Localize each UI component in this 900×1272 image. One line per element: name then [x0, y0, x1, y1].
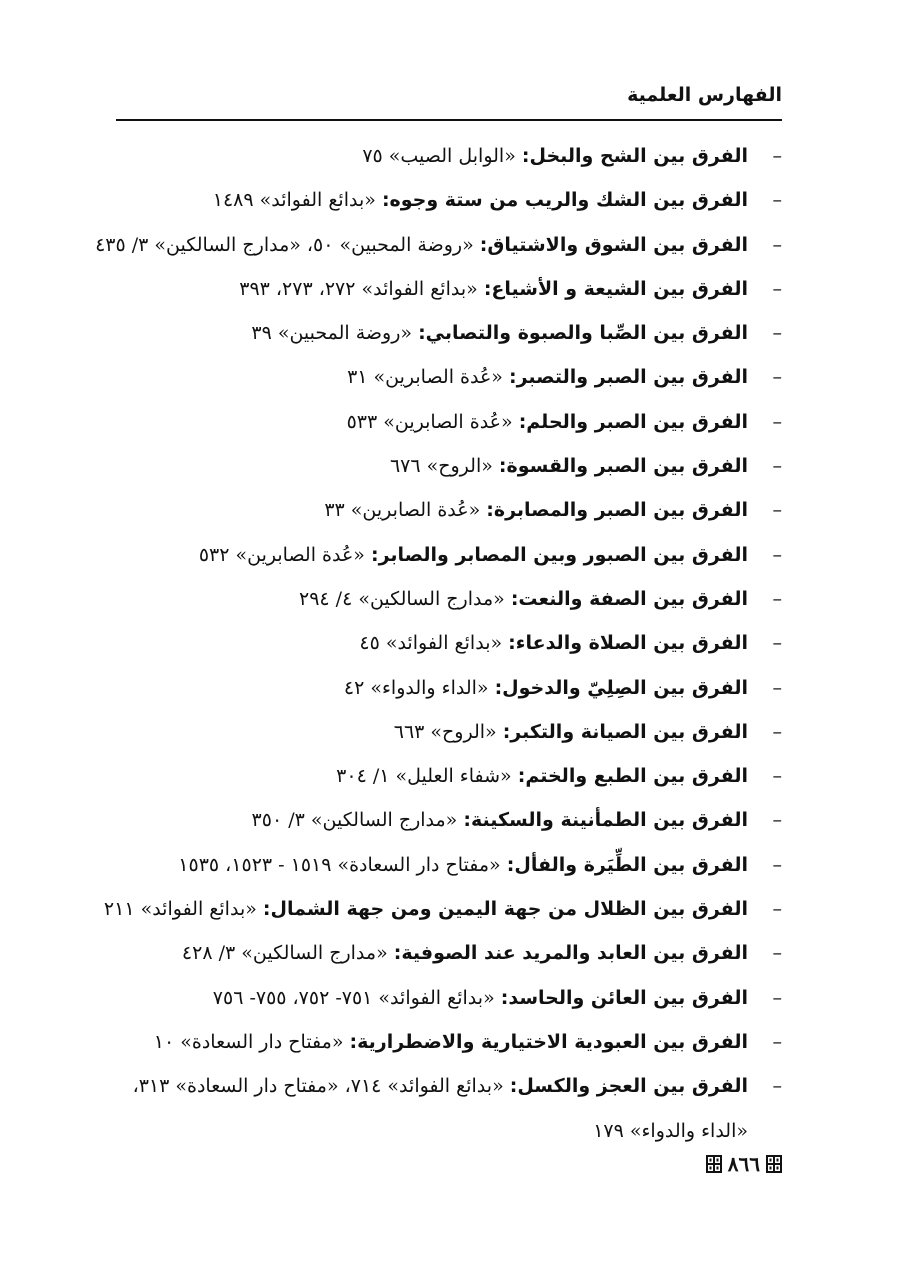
page-footer — [706, 1152, 782, 1176]
entry-term: الفرق بين الشح والبخل: — [521, 145, 748, 167]
index-entry — [102, 710, 782, 754]
entry-reference: «بدائع الفوائد» ٤٥ — [359, 632, 503, 655]
entry-term: الفرق بين العائن والحاسد: — [500, 986, 748, 1009]
entry-reference: «بدائع الفوائد» ٢٧٢، ٢٧٣، ٣٩٣ — [239, 277, 478, 300]
bullet-dash: – — [772, 455, 782, 478]
index-entry — [102, 178, 782, 222]
entry-reference: «مدارج السالكين» ٣/ ٣٥٠ — [251, 809, 458, 832]
bullet-dash: – — [772, 632, 782, 655]
bullet-dash: – — [772, 765, 782, 788]
entry-reference: «عُدة الصابرين» ٣٣ — [324, 499, 481, 522]
entry-term: الفرق بين الصبور وبين المصابر والصابر: — [370, 543, 748, 566]
index-entry — [95, 223, 782, 267]
running-header-title: الفهارس العلمية — [627, 84, 782, 106]
entry-term: الفرق بين الصبر والمصابرة: — [486, 499, 748, 522]
entry-term: الفرق بين العجز والكسل: — [509, 1075, 748, 1098]
entry-term: الفرق بين الصبر والتصبر: — [508, 366, 748, 389]
bullet-dash: – — [772, 145, 782, 167]
entry-reference: «الوابل الصيب» ٧٥ — [362, 145, 516, 167]
index-entries-list — [95, 134, 782, 1153]
entry-reference: «بدائع الفوائد» ١٤٨٩ — [212, 189, 376, 212]
bullet-dash: – — [772, 189, 782, 212]
index-entry — [102, 400, 782, 444]
bullet-dash: – — [772, 942, 782, 965]
bullet-dash: – — [772, 1030, 782, 1053]
entry-term: الفرق بين العابد والمريد عند الصوفية: — [393, 942, 748, 965]
bullet-dash: – — [772, 499, 782, 522]
entry-term: الفرق بين الطِّيَرة والفأل: — [506, 853, 748, 876]
entry-reference: «مفتاح دار السعادة» ١٠ — [153, 1030, 344, 1053]
entry-term: الفرق بين الصِّبا والصبوة والتصابي: — [418, 322, 748, 345]
bullet-dash: – — [772, 853, 782, 876]
index-entry — [102, 533, 782, 577]
ornament-icon — [706, 1155, 722, 1173]
index-entry — [102, 621, 782, 665]
index-entry — [102, 798, 782, 842]
bullet-dash: – — [772, 809, 782, 832]
entry-reference: «روضة المحبين» ٥٠، «مدارج السالكين» ٣/ ٤٣٥ — [95, 233, 474, 256]
entry-term: الفرق بين الطمأنينة والسكينة: — [463, 809, 748, 832]
index-entry — [102, 666, 782, 710]
index-entry — [102, 488, 782, 532]
ornament-icon — [766, 1155, 782, 1173]
entry-reference: «بدائع الفوائد» ٧٥١- ٧٥٢، ٧٥٥- ٧٥٦ — [212, 986, 495, 1009]
bullet-dash: – — [772, 366, 782, 389]
bullet-dash: – — [772, 587, 782, 610]
entry-term: الفرق بين الصفة والنعت: — [510, 587, 748, 610]
index-entry — [102, 976, 782, 1020]
index-entry — [102, 754, 782, 798]
index-entry — [102, 134, 782, 178]
index-entry — [102, 267, 782, 311]
entry-term: الفرق بين الصبر والقسوة: — [498, 455, 748, 478]
entry-reference: «روضة المحبين» ٣٩ — [251, 322, 413, 345]
bullet-dash: – — [772, 322, 782, 345]
bullet-dash: – — [772, 898, 782, 921]
index-entry — [102, 311, 782, 355]
index-entry — [102, 1064, 782, 1153]
entry-reference: «عُدة الصابرين» ٥٣٣ — [346, 410, 513, 433]
index-entry — [102, 355, 782, 399]
entry-reference: «عُدة الصابرين» ٥٣٢ — [198, 543, 365, 566]
entry-term: الفرق بين الصِلِيّ والدخول: — [494, 676, 748, 699]
entry-term: الفرق بين الطبع والختم: — [517, 765, 748, 788]
entry-term: الفرق بين الصيانة والتكبر: — [502, 720, 748, 743]
entry-reference: «مدارج السالكين» ٣/ ٤٢٨ — [181, 942, 388, 965]
entry-term: الفرق بين الصلاة والدعاء: — [508, 632, 748, 655]
entry-term: الفرق بين الشوق والاشتياق: — [479, 233, 748, 256]
entry-term: الفرق بين الشك والريب من ستة وجوه: — [381, 189, 748, 212]
bullet-dash: – — [772, 233, 782, 256]
bullet-dash: – — [772, 720, 782, 743]
entry-reference: «الداء والدواء» ٤٢ — [343, 676, 489, 699]
bullet-dash: – — [772, 410, 782, 433]
bullet-dash: – — [772, 986, 782, 1009]
entry-reference: «بدائع الفوائد» ٧١٤، «مفتاح دار السعادة» ٣١٣، «الداء والدواء» ١٧٩ — [132, 1075, 748, 1142]
entry-reference: «مفتاح دار السعادة» ١٥١٩ - ١٥٢٣، ١٥٣٥ — [178, 853, 501, 876]
index-entry — [102, 577, 782, 621]
entry-reference: «مدارج السالكين» ٤/ ٢٩٤ — [298, 587, 505, 610]
bullet-dash: – — [772, 676, 782, 699]
entry-term: الفرق بين الظلال من جهة اليمين ومن جهة الشمال: — [262, 898, 748, 921]
entry-reference: «الروح» ٦٦٣ — [393, 720, 497, 743]
index-entry — [102, 887, 782, 931]
entry-reference: «بدائع الفوائد» ٢١١ — [103, 898, 257, 921]
index-entry — [102, 1020, 782, 1064]
entry-reference: «شفاء العليل» ١/ ٣٠٤ — [336, 765, 512, 788]
entry-reference: «عُدة الصابرين» ٣١ — [347, 366, 503, 389]
entry-term: الفرق بين العبودية الاختيارية والاضطرارية: — [349, 1030, 748, 1053]
page-number: ٨٦٦ — [727, 1152, 760, 1176]
bullet-dash: – — [772, 277, 782, 300]
header-rule — [116, 119, 782, 121]
bullet-dash: – — [772, 543, 782, 566]
index-entry — [102, 444, 782, 488]
entry-reference: «الروح» ٦٧٦ — [389, 455, 493, 478]
index-entry — [102, 931, 782, 975]
index-entry — [102, 843, 782, 887]
entry-term: الفرق بين الشيعة و الأشياع: — [483, 277, 748, 300]
bullet-dash: – — [772, 1075, 782, 1098]
entry-term: الفرق بين الصبر والحلم: — [518, 410, 748, 433]
